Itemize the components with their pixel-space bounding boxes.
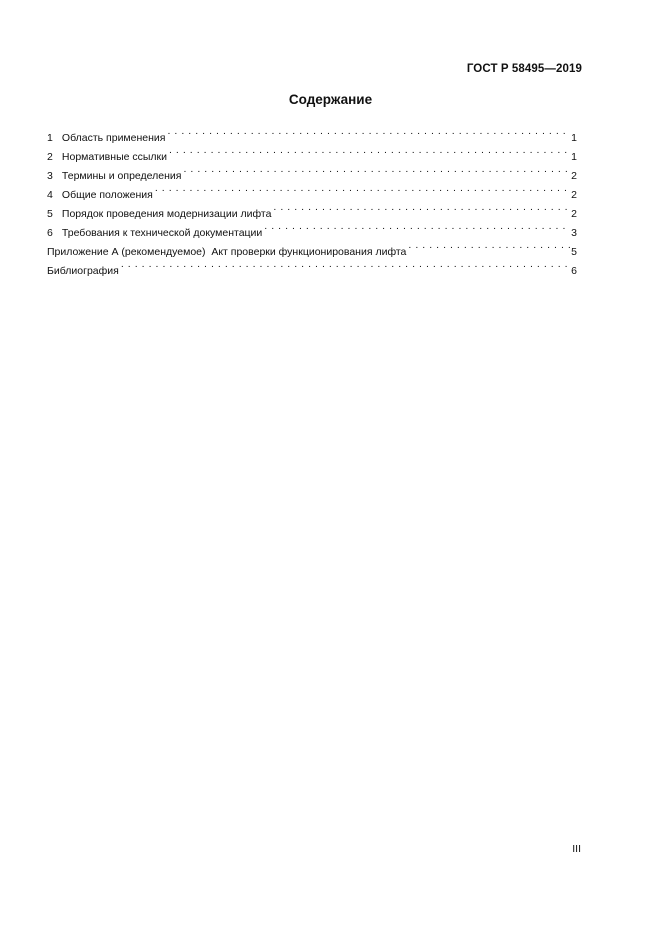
toc-entry-label: [47, 224, 264, 243]
toc-entry-text: Термины и определения: [61, 170, 182, 182]
toc-entry-text: Общие положения: [61, 189, 153, 201]
toc-dot-leader: [155, 179, 570, 198]
toc-dot-leader: [167, 122, 570, 141]
toc-entry-text: Библиография: [47, 265, 119, 277]
toc-dot-leader: [169, 141, 570, 160]
toc-entry[interactable]: [47, 122, 577, 144]
toc-entry-text: Порядок проведения модернизации лифта: [61, 208, 272, 220]
toc-entry-text: Нормативные ссылки: [61, 151, 167, 163]
page-number: III: [572, 843, 581, 855]
toc-title: Содержание: [288, 92, 373, 107]
toc-entry-page: 1: [571, 132, 577, 144]
table-of-contents: [47, 122, 577, 277]
toc-entry-number: 3: [47, 170, 53, 182]
toc-entry-page: 2: [571, 208, 577, 220]
toc-entry-label: [47, 205, 273, 224]
toc-entry-bibliography[interactable]: [47, 255, 577, 277]
toc-dot-leader: [264, 217, 570, 236]
toc-entry-label: [47, 262, 121, 281]
toc-dot-leader: [121, 255, 570, 274]
toc-entry-number: 5: [47, 208, 53, 220]
toc-entry-number: 1: [47, 132, 53, 144]
toc-entry-page: 2: [571, 189, 577, 201]
toc-entry-number: 2: [47, 151, 53, 163]
toc-entry-number: 6: [47, 227, 53, 239]
toc-entry-label: [47, 148, 169, 167]
toc-entry-number: 4: [47, 189, 53, 201]
toc-entry-text: Область применения: [61, 132, 166, 144]
toc-entry-page: 1: [571, 151, 577, 163]
toc-entry-label: [47, 186, 155, 205]
toc-entry-page: 2: [571, 170, 577, 182]
toc-entry-page: 5: [571, 246, 577, 258]
toc-entry-text: Приложение А (рекомендуемое) Акт проверки функционирования лифта: [47, 246, 407, 258]
toc-dot-leader: [408, 236, 570, 255]
document-code: ГОСТ Р 58495—2019: [466, 63, 582, 75]
toc-entry-page: 6: [571, 265, 577, 277]
toc-entry-page: 3: [571, 227, 577, 239]
toc-dot-leader: [183, 160, 570, 179]
toc-dot-leader: [273, 198, 570, 217]
toc-entry-text: Требования к технической документации: [61, 227, 263, 239]
toc-entry-label: [47, 129, 167, 148]
